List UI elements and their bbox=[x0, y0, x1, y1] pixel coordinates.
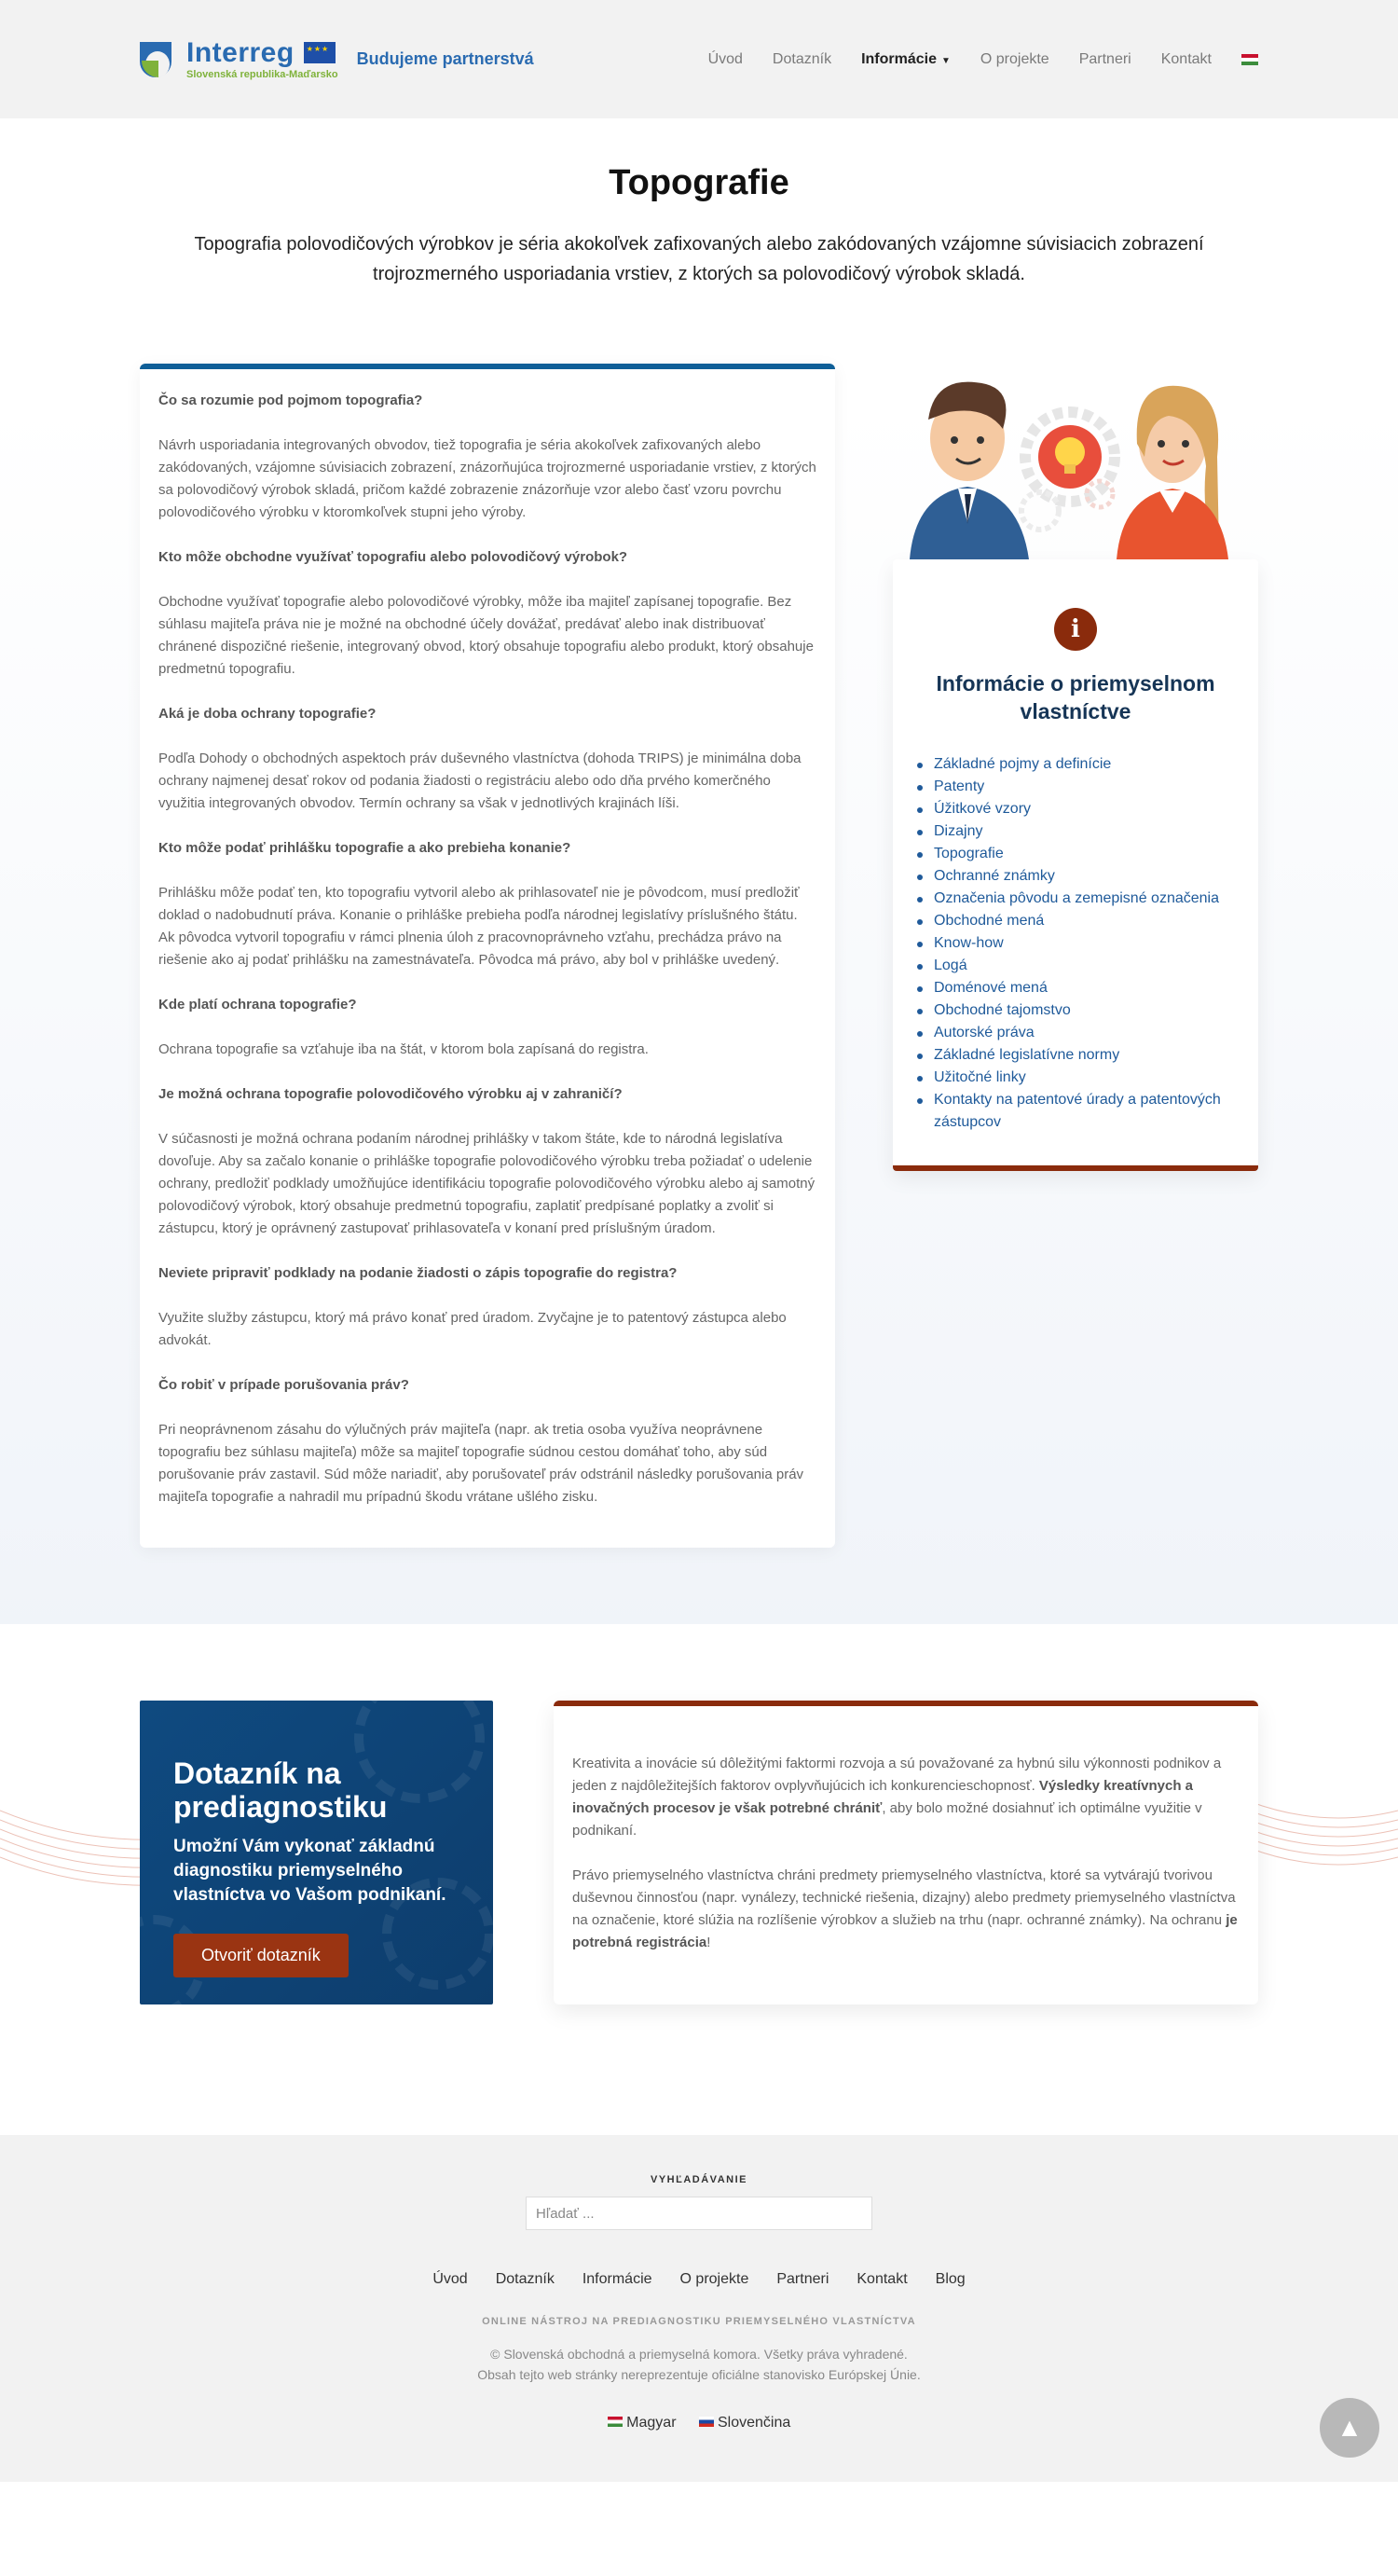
disclaimer-text: Obsah tejto web stránky nereprezentuje oficiálne stanovisko Európskej Únie. bbox=[477, 2367, 921, 2382]
promo-text: Umožní Vám vykonať základnú diagnostiku priemyselného vlastníctva vo Vašom podnikaní. bbox=[173, 1837, 446, 1905]
footer-nav-partneri[interactable]: Partneri bbox=[776, 2271, 829, 2287]
faq-item bbox=[158, 994, 816, 1061]
lang-hungarian[interactable] bbox=[608, 2415, 677, 2431]
info-link[interactable]: Patenty bbox=[915, 776, 1240, 798]
nav-item-dotaznik[interactable]: Dotazník bbox=[772, 50, 832, 67]
footer-nav-uvod[interactable]: Úvod bbox=[432, 2271, 468, 2287]
slovak-flag-icon bbox=[699, 2417, 714, 2427]
info-link[interactable]: Dizajny bbox=[915, 820, 1240, 843]
questionnaire-promo bbox=[140, 1701, 493, 2004]
faq-question: Aká je doba ochrany topografie? bbox=[158, 706, 377, 722]
info-link[interactable]: Know-how bbox=[915, 932, 1240, 955]
faq-answer: Obchodne využívať topografie alebo polovodičové výrobky, môže iba majiteľ zapísanej topografie. Bez súhlasu majiteľa práva nie je možné na obchodné účely dovážať, predávať alebo inak distribuovať chránené dispozičné riešenie, integrovaný obvod, ktorý obsahuje topografiu alebo produkt, ktorý obsahuje predmetnú topografiu. bbox=[158, 594, 814, 677]
footer-nav-kontakt[interactable]: Kontakt bbox=[857, 2271, 908, 2287]
ip-intro-paragraph-1: Kreativita a inovácie sú dôležitými faktormi rozvoja a sú považované za hybnú silu výkonnosti podnikov a jeden z najdôležitejších faktorov ovplyvňujúcich ich konkurencieschopnosť. Výsledky kreatívnych a inovačných procesov je však potrebné chrániť, aby bolo možné dosiahnuť ich optimálne využitie v podnikaní. bbox=[572, 1756, 1222, 1839]
faq-answer: Pri neoprávnenom zásahu do výlučných práv majiteľa (napr. ak tretia osoba využíva neoprávnene topografiu bez súhlasu majiteľa) môže sa majiteľ topografie súdnou cestou domáhať toho, aby súd porušovanie práv zastavil. Súd môže nariadiť, aby porušovateľ práv odstránil následky porušovania práv majiteľa topografie a nahradil mu prípadnú škodu vrátane ušlého zisku. bbox=[158, 1422, 804, 1505]
faq-question: Je možná ochrana topografie polovodičového výrobku aj v zahraničí? bbox=[158, 1086, 623, 1102]
info-link[interactable]: Ochranné známky bbox=[915, 865, 1240, 888]
faq-question: Čo robiť v prípade porušovania práv? bbox=[158, 1377, 409, 1393]
copyright bbox=[0, 2344, 1398, 2385]
scroll-to-top-button[interactable] bbox=[1320, 2398, 1379, 2458]
info-card-title: Informácie o priemyselnom vlastníctve bbox=[936, 671, 1215, 723]
info-link[interactable]: Obchodné tajomstvo bbox=[915, 999, 1240, 1022]
hungarian-flag-icon bbox=[608, 2417, 623, 2427]
logo-text bbox=[186, 36, 338, 80]
nav-item-kontakt[interactable]: Kontakt bbox=[1160, 50, 1212, 67]
search-label: VYHĽADÁVANIE bbox=[651, 2174, 747, 2185]
faq-question: Kde platí ochrana topografie? bbox=[158, 997, 357, 1012]
faq-answer: Prihlášku môže podať ten, kto topografiu vytvoril alebo ak prihlasovateľ nie je pôvodcom, musí predložiť doklad o nadobudnutí práva. Konanie o prihláške prebieha podľa národnej legislatívy príslušného štátu. Ak pôvodca vytvoril topografiu v rámci plnenia úloh z pracovnoprávneho vzťahu, prechádza právo na riešenie ako aj podať prihlášku na zamestnávateľa. Pôvodca má právo, aby bol v prihláške uvedený. bbox=[158, 885, 800, 968]
info-link[interactable]: Autorské práva bbox=[915, 1022, 1240, 1044]
info-link[interactable]: Logá bbox=[915, 955, 1240, 977]
nav-item-o-projekte[interactable]: O projekte bbox=[980, 50, 1049, 67]
faq-item bbox=[158, 703, 816, 815]
chevron-down-icon: ▼ bbox=[940, 55, 951, 66]
ip-intro-paragraph-2: Právo priemyselného vlastníctva chráni predmety priemyselného vlastníctva, ktoré sa vytvárajú tvorivou duševnou činnosťou (napr. vynálezy, technické riešenia, dizajny) alebo predmety priemyselného vlastníctva na označenie, ktoré slúžia na rozlíšenie výrobkov a služieb na trhu (napr. ochranné známky). Na ochranu je potrebná registrácia! bbox=[572, 1867, 1238, 1950]
faq-answer: Podľa Dohody o obchodných aspektoch práv duševného vlastníctva (dohoda TRIPS) je minimálna doba ochrany najmenej desať rokov od podania žiadosti o registráciu alebo odo dňa prvého komerčného využitia integrovaných obvodov. Termín ochrany sa však v jednotlivých krajinách líši. bbox=[158, 751, 802, 811]
info-link[interactable]: Úžitkové vzory bbox=[915, 798, 1240, 820]
faq-answer: Ochrana topografie sa vzťahuje iba na štát, v ktorom bola zapísaná do registra. bbox=[158, 1041, 649, 1057]
page-lead: Topografia polovodičových výrobkov je séria akokoľvek zafixovaných alebo zakódovaných vzájomne súvisiacich zobrazení trojrozmerného usporiadania vrstiev, z ktorých sa polovodičový výrobok skladá. bbox=[194, 234, 1204, 284]
info-link[interactable]: Základné pojmy a definície bbox=[915, 753, 1240, 776]
faq-item bbox=[158, 546, 816, 681]
nav-item-uvod[interactable]: Úvod bbox=[707, 50, 743, 67]
faq-article bbox=[140, 364, 835, 1548]
faq-item bbox=[158, 1083, 816, 1240]
promo-title: Dotazník na prediagnostiku bbox=[173, 1756, 388, 1824]
main-nav bbox=[708, 51, 1258, 68]
copyright-text: © Slovenská obchodná a priemyselná komora. Všetky práva vyhradené. bbox=[490, 2347, 908, 2362]
info-link[interactable]: Doménové mená bbox=[915, 977, 1240, 999]
open-questionnaire-button[interactable]: Otvoriť dotazník bbox=[173, 1934, 349, 1977]
eu-flag-icon bbox=[304, 42, 336, 63]
page-title: Topografie bbox=[609, 163, 789, 202]
info-card bbox=[893, 559, 1258, 1171]
lang-slovak[interactable] bbox=[699, 2415, 791, 2431]
language-switcher bbox=[0, 2415, 1398, 2431]
info-link[interactable]: Kontakty na patentové úrady a patentových zástupcov bbox=[915, 1089, 1240, 1134]
main-inner bbox=[140, 364, 1258, 1548]
site-header bbox=[0, 0, 1398, 118]
faq-item bbox=[158, 1374, 816, 1508]
nav-item-informacie[interactable] bbox=[861, 51, 951, 68]
info-icon: i bbox=[1054, 608, 1097, 651]
main-section bbox=[0, 289, 1398, 1624]
faq-question: Čo sa rozumie pod pojmom topografia? bbox=[158, 393, 423, 408]
cta-inner bbox=[140, 1701, 1258, 2004]
faq-answer: Návrh usporiadania integrovaných obvodov, tiež topografia je séria akokoľvek zafixovaných alebo zakódovaných, vzájomne súvisiacich zobrazení, znázorňujúca trojrozmerné usporiadanie vrstiev, z ktorých sa polovodičový výrobok skladá, pričom každé zobrazenie znázorňuje vzor alebo časť vzoru povrchu polovodičového výrobku v ktoromkoľvek stupni jeho výroby. bbox=[158, 437, 816, 520]
footer-nav-informacie[interactable]: Informácie bbox=[582, 2271, 652, 2287]
ip-intro-card bbox=[554, 1701, 1258, 2004]
search-input[interactable] bbox=[526, 2197, 872, 2230]
footer-nav-o-projekte[interactable]: O projekte bbox=[679, 2271, 749, 2287]
nav-item-informacie-label: Informácie bbox=[861, 50, 937, 67]
hungarian-flag-icon[interactable] bbox=[1241, 54, 1258, 65]
faq-answer: V súčasnosti je možná ochrana podaním národnej prihlášky v takom štáte, kde to národná legislatíva dovoľuje. Aby sa začalo konanie o prihláške topografie polovodičového výrobku treba požiadať o udelenie ochrany, predložiť podklady umožňujúce identifikáciu topografie polovodičového výrobku alebo aj samotný polovodičový výrobok, ktorý obsahuje predmetnú topografiu, zaplatiť predpísané poplatky a zvoliť si zástupcu, ktorý je oprávnený zastupovať prihlasovateľa v konaní pred príslušným úradom. bbox=[158, 1131, 816, 1236]
logo-tagline: Budujeme partnerstvá bbox=[356, 49, 534, 68]
faq-question: Neviete pripraviť podklady na podanie žiadosti o zápis topografie do registra? bbox=[158, 1265, 678, 1281]
site-logo[interactable] bbox=[140, 36, 534, 80]
header-inner bbox=[140, 0, 1258, 118]
footer-nav-dotaznik[interactable]: Dotazník bbox=[495, 2271, 555, 2287]
footer-tagline: ONLINE NÁSTROJ NA PREDIAGNOSTIKU PRIEMYSELNÉHO VLASTNÍCTVA bbox=[482, 2316, 916, 2327]
faq-question: Kto môže podať prihlášku topografie a ako prebieha konanie? bbox=[158, 840, 571, 856]
info-link[interactable]: Topografie bbox=[915, 843, 1240, 865]
cta-section bbox=[0, 1624, 1398, 2135]
faq-item bbox=[158, 1262, 816, 1352]
lang-hungarian-label: Magyar bbox=[626, 2415, 677, 2431]
faq-item bbox=[158, 837, 816, 971]
faq-item bbox=[158, 390, 816, 524]
footer-nav bbox=[0, 2271, 1398, 2288]
site-footer bbox=[0, 2135, 1398, 2482]
info-link[interactable]: Užitočné linky bbox=[915, 1067, 1240, 1089]
info-link[interactable]: Označenia pôvodu a zemepisné označenia bbox=[915, 888, 1240, 910]
faq-answer: Využite služby zástupcu, ktorý má právo konať pred úradom. Zvyčajne je to patentový zástupca alebo advokát. bbox=[158, 1310, 787, 1348]
info-link[interactable]: Základné legislatívne normy bbox=[915, 1044, 1240, 1067]
info-link[interactable]: Obchodné mená bbox=[915, 910, 1240, 932]
faq-question: Kto môže obchodne využívať topografiu alebo polovodičový výrobok? bbox=[158, 549, 628, 565]
intro-section bbox=[0, 118, 1398, 289]
business-people-idea-icon bbox=[893, 364, 1258, 559]
chevron-up-icon: ▲ bbox=[1336, 2413, 1363, 2442]
info-links-list bbox=[911, 753, 1240, 1134]
people-illustration bbox=[893, 364, 1258, 559]
footer-nav-blog[interactable]: Blog bbox=[935, 2271, 966, 2287]
sidebar bbox=[893, 364, 1258, 1171]
lang-slovak-label: Slovenčina bbox=[717, 2415, 791, 2431]
logo-subtitle: Slovenská republika-Maďarsko bbox=[186, 68, 338, 80]
logo-title: Interreg bbox=[186, 36, 295, 68]
interreg-logo-icon bbox=[140, 40, 173, 79]
nav-item-partneri[interactable]: Partneri bbox=[1078, 50, 1131, 67]
